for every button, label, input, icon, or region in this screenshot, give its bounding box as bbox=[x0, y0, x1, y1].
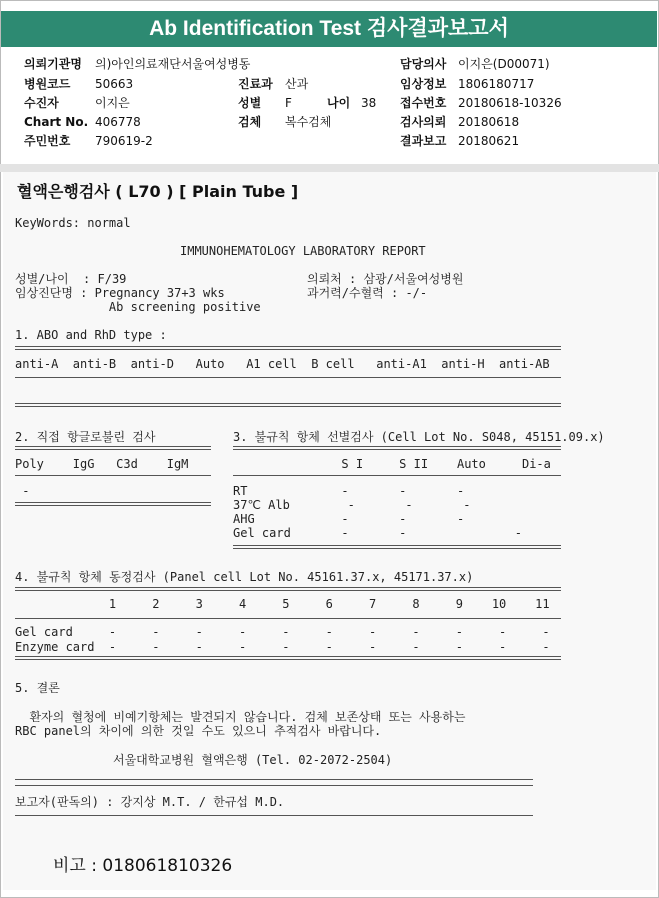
header-field-age bbox=[327, 96, 350, 110]
rule bbox=[15, 618, 561, 619]
field-value: 790619-2 bbox=[95, 134, 153, 148]
header-field-request-date bbox=[400, 115, 446, 129]
double-rule bbox=[233, 446, 561, 450]
field-label: 접수번호 bbox=[400, 96, 447, 110]
field-value: 20180618-10326 bbox=[458, 96, 562, 110]
dat-columns: Poly IgG C3d IgM bbox=[15, 457, 189, 471]
field-value: 산과 bbox=[285, 77, 309, 91]
screen-columns: S I S II Auto Di-a bbox=[233, 457, 551, 471]
field-label: 임상정보 bbox=[400, 77, 447, 91]
field-label: 검사의뢰 bbox=[400, 115, 447, 129]
patient-line: Ab screening positive bbox=[15, 300, 261, 314]
header-field-specimen bbox=[238, 115, 261, 129]
field-value: F bbox=[285, 96, 292, 110]
patient-line: 성별/나이 : F/39 bbox=[15, 272, 127, 286]
double-rule bbox=[15, 446, 211, 450]
rule bbox=[233, 475, 561, 476]
field-value: 20180621 bbox=[458, 134, 520, 148]
panel-row: Gel card - - - - - - - - - - - bbox=[15, 625, 550, 639]
screen-row: RT - - - bbox=[233, 484, 465, 498]
keywords: KeyWords: normal bbox=[15, 216, 131, 230]
field-label: 담당의사 bbox=[400, 57, 447, 71]
section-title: 2. 직접 항글로불린 검사 bbox=[15, 430, 156, 444]
reporter: 보고자(판독의) : 강지상 M.T. / 한규섭 M.D. bbox=[15, 795, 285, 809]
rule bbox=[15, 779, 533, 780]
field-label: 검체 bbox=[238, 115, 262, 129]
field-value: 406778 bbox=[95, 115, 141, 129]
field-label: 성별 bbox=[238, 96, 262, 110]
conclusion-line: 환자의 혈청에 비예기항체는 발견되지 않습니다. 검체 보존상태 또는 사용하는 bbox=[15, 710, 466, 724]
abo-columns: anti-A anti-B anti-D Auto A1 cell B cell anti-A1 anti-H anti-AB bbox=[15, 357, 550, 371]
page-title: Ab Identification Test 검사결과보고서 bbox=[1, 11, 657, 47]
field-label: 병원코드 bbox=[24, 77, 71, 91]
screen-row: Gel card - - - bbox=[233, 526, 522, 540]
field-value: 50663 bbox=[95, 77, 134, 91]
header-field-patient bbox=[24, 96, 59, 110]
double-rule bbox=[15, 403, 561, 407]
header-field-institution bbox=[24, 57, 82, 71]
field-label: 주민번호 bbox=[24, 134, 71, 148]
screen-row: 37℃ Alb - - - bbox=[233, 498, 471, 512]
header-field-department bbox=[238, 77, 273, 91]
double-rule bbox=[15, 346, 561, 350]
header-field-sex bbox=[238, 96, 261, 110]
double-rule bbox=[15, 656, 561, 660]
rule bbox=[15, 785, 533, 786]
section-title: 3. 불규칙 항체 선별검사 (Cell Lot No. S048, 45151.09.x) bbox=[233, 430, 605, 444]
conclusion-line: RBC panel의 차이에 의한 것일 수도 있으니 추적검사 바랍니다. bbox=[15, 724, 382, 738]
header-separator bbox=[0, 164, 659, 172]
section-title: 1. ABO and RhD type : bbox=[15, 328, 167, 342]
request-line: 의뢰처 : 삼광/서울여성병원 bbox=[307, 272, 464, 286]
field-label: Chart No. bbox=[24, 115, 89, 129]
header-field-hospital-code bbox=[24, 77, 70, 91]
screen-row: AHG - - - bbox=[233, 512, 465, 526]
lab-title: IMMUNOHEMATOLOGY LABORATORY REPORT bbox=[180, 244, 426, 258]
double-rule bbox=[233, 545, 561, 549]
field-label: 나이 bbox=[327, 96, 351, 110]
remark: 비고 : 018061810326 bbox=[53, 856, 233, 876]
patient-line: 임상진단명 : Pregnancy 37+3 wks bbox=[15, 286, 225, 300]
field-value: 이지은(D00071) bbox=[458, 57, 550, 71]
header-field-chart-no bbox=[24, 115, 88, 129]
field-label: 의뢰기관명 bbox=[24, 57, 82, 71]
rule bbox=[15, 377, 561, 378]
header-field-clinical-info bbox=[400, 77, 446, 91]
field-label: 수진자 bbox=[24, 96, 59, 110]
dat-value: - bbox=[15, 484, 30, 498]
rule bbox=[15, 815, 533, 816]
field-label: 결과보고 bbox=[400, 134, 447, 148]
field-value: 이지은 bbox=[95, 96, 130, 110]
section-title: 5. 결론 bbox=[15, 681, 60, 695]
field-value: 38 bbox=[361, 96, 377, 110]
field-label: 진료과 bbox=[238, 77, 273, 91]
request-line: 과거력/수혈력 : -/- bbox=[307, 286, 428, 300]
field-value: 의)아인의료재단서울여성병동 bbox=[95, 57, 251, 71]
panel-columns: 1 2 3 4 5 6 7 8 9 10 11 bbox=[15, 597, 550, 611]
section-title: 4. 불규칙 항체 동정검사 (Panel cell Lot No. 45161.37.x, 45171.37.x) bbox=[15, 570, 474, 584]
panel-row: Enzyme card - - - - - - - - - - - bbox=[15, 640, 550, 654]
rule bbox=[15, 475, 211, 476]
double-rule bbox=[15, 502, 211, 506]
header-field-report-date bbox=[400, 134, 446, 148]
field-value: 20180618 bbox=[458, 115, 520, 129]
hospital-contact: 서울대학교병원 혈액은행 (Tel. 02-2072-2504) bbox=[113, 753, 393, 767]
field-value: 복수검체 bbox=[285, 115, 332, 129]
report-title: 혈액은행검사 ( L70 ) [ Plain Tube ] bbox=[17, 182, 299, 201]
header-field-receipt-no bbox=[400, 96, 446, 110]
double-rule bbox=[15, 587, 561, 591]
field-value: 1806180717 bbox=[458, 77, 535, 91]
header-field-doctor bbox=[400, 57, 446, 71]
header-field-resident-no bbox=[24, 134, 70, 148]
